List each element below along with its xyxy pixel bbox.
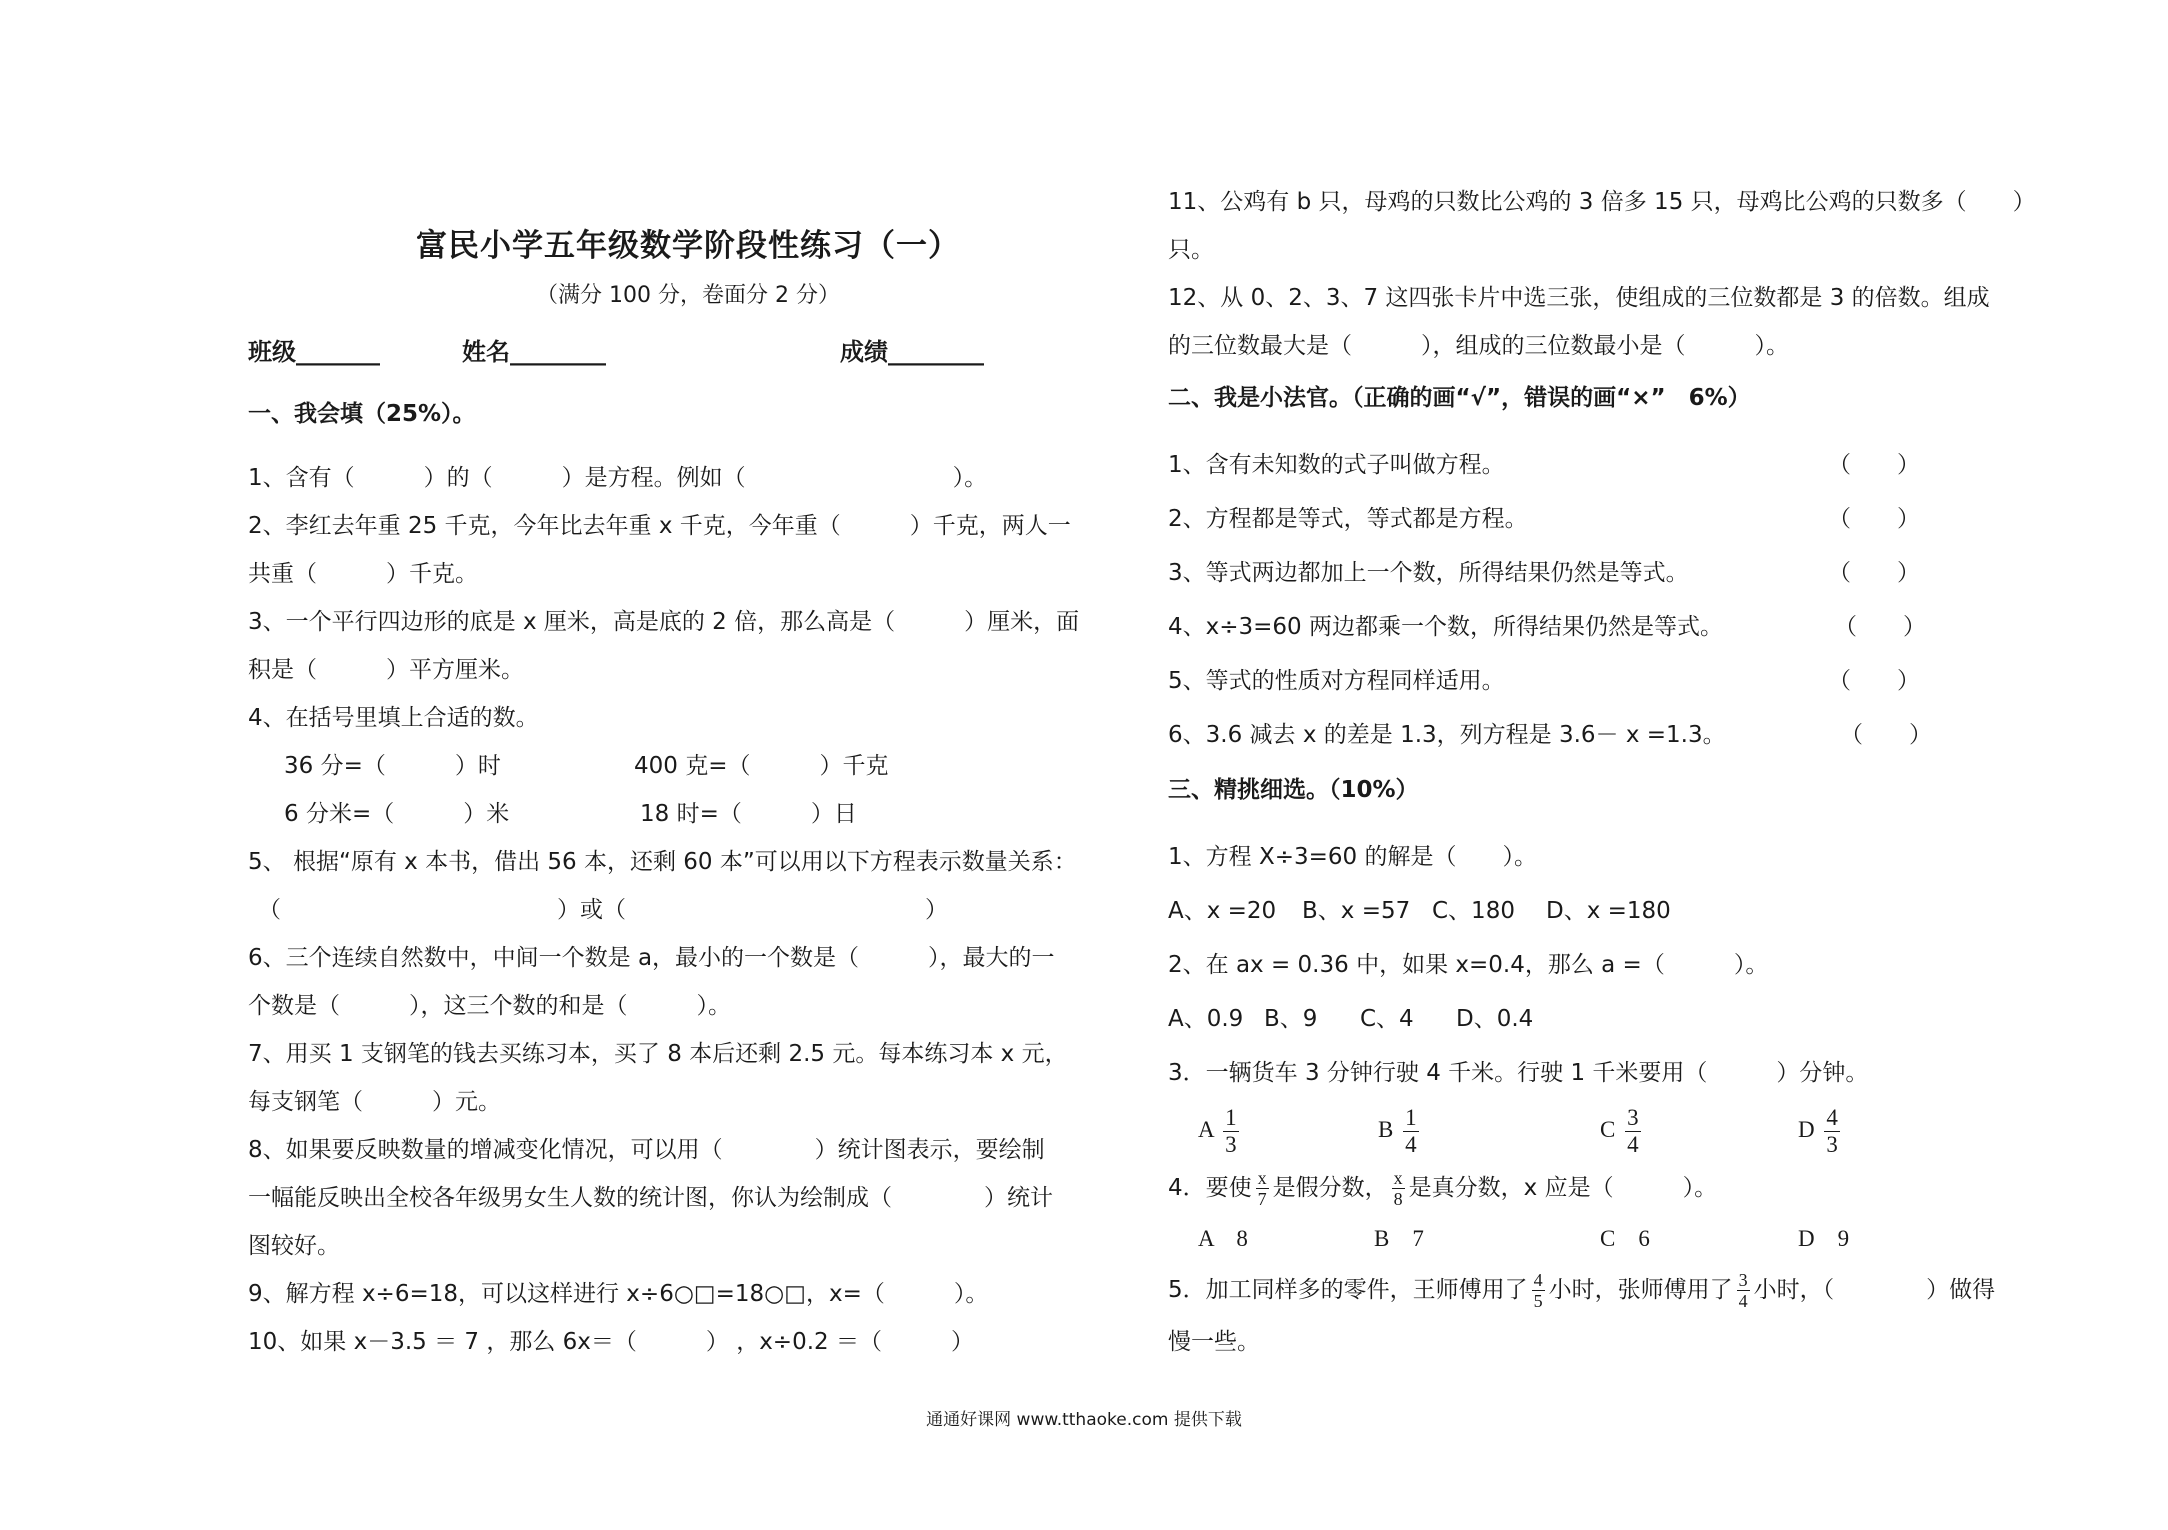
question-1: 1、含有（ ）的（ ）是方程。例如（ ）。: [248, 465, 988, 491]
question-12-line-2: 的三位数最大是（ ），组成的三位数最小是（ ）。: [1168, 333, 1789, 359]
choice-question-4: 4．要使 $\frac{x}{7}$ 是假分数， $\frac{x}{8}$ 是真分数，x 应是（ ）。: [1168, 1168, 1718, 1209]
judge-item-3-text: 3、等式两边都加上一个数，所得结果仍然是等式。: [1168, 560, 1689, 586]
q4-option-c: C 6: [1600, 1226, 1650, 1251]
footer-credit: 通通好课网 www.tthaoke.com 提供下载: [926, 1410, 1242, 1430]
section-2-title: 二、我是小法官。（正确的画“√”，错误的画“×” 6%）: [1168, 385, 1751, 411]
judge-item-2-answer: （ ）: [1828, 506, 1920, 532]
q5-fraction-2: $\frac{3}{4}$: [1738, 1270, 1748, 1311]
q2-option-b: B、9: [1264, 1006, 1318, 1032]
judge-item-1-text: 1、含有未知数的式子叫做方程。: [1168, 452, 1505, 478]
q3-option-a-fraction: $\frac{1}{3}$: [1225, 1105, 1237, 1158]
q1-option-a: A、x =20: [1168, 898, 1277, 924]
question-4-row-2: [248, 790, 1128, 838]
judge-item-5-answer: （ ）: [1828, 668, 1920, 694]
left-column: [248, 220, 1128, 1366]
question-2-line-1: 2、李红去年重 25 千克，今年比去年重 x 千克，今年重（ ）千克，两人一: [248, 513, 1071, 539]
question-8-line-2: 一幅能反映出全校各年级男女生人数的统计图，你认为绘制成（ ）统计: [248, 1185, 1053, 1211]
q4-fraction-2: $\frac{x}{8}$: [1393, 1168, 1403, 1209]
judge-item-6-answer: （ ）: [1840, 722, 1932, 748]
question-9: 9、解方程 x÷6=18，可以这样进行 x÷6○□=18○□，x=（ ）。: [248, 1281, 989, 1307]
q2-option-c: C、4: [1360, 1006, 1414, 1032]
question-8-line-3: 图较好。: [248, 1233, 340, 1259]
judge-item-6: [1168, 708, 2048, 762]
judge-item-4-text: 4、x÷3=60 两边都乘一个数，所得结果仍然是等式。: [1168, 614, 1723, 640]
question-3-line-1: 3、一个平行四边形的底是 x 厘米，高是底的 2 倍，那么高是（ ）厘米，面: [248, 609, 1080, 635]
q4-fraction-1: $\frac{x}{7}$: [1257, 1168, 1267, 1209]
section-3-title: 三、精挑细选。（10%）: [1168, 777, 1419, 803]
student-info: [248, 328, 1128, 376]
q3-option-d-fraction: $\frac{4}{3}$: [1826, 1105, 1838, 1158]
score-field: 成绩________: [840, 338, 984, 366]
question-8-line-1: 8、如果要反映数量的增减变化情况，可以用（ ）统计图表示，要绘制: [248, 1137, 1045, 1163]
judge-item-4-answer: （ ）: [1834, 614, 1926, 640]
q3-option-c: C $\frac{3}{4}$: [1600, 1105, 1639, 1158]
judge-item-1: [1168, 438, 2048, 492]
judge-item-1-answer: （ ）: [1828, 452, 1920, 478]
q3-option-b-fraction: $\frac{1}{4}$: [1405, 1105, 1417, 1158]
q4-option-a: A 8: [1198, 1226, 1248, 1251]
choice-question-1: 1、方程 X÷3=60 的解是（ ）。: [1168, 844, 1537, 870]
question-4: 4、在括号里填上合适的数。: [248, 705, 539, 731]
question-4-item-d: 18 时=（ ）日: [640, 801, 857, 827]
question-6-line-2: 个数是（ ），这三个数的和是（ ）。: [248, 993, 731, 1019]
q4-option-b: B 7: [1374, 1226, 1424, 1251]
q1-option-c: C、180: [1432, 898, 1515, 924]
q5-fraction-1: $\frac{4}{5}$: [1533, 1270, 1543, 1311]
question-4-item-a: 36 分=（ ）时: [284, 753, 501, 779]
question-5-line-2: （ ）或（ ）: [258, 897, 948, 923]
judge-item-2-text: 2、方程都是等式，等式都是方程。: [1168, 506, 1528, 532]
judge-item-4: [1168, 600, 2048, 654]
question-7-line-2: 每支钢笔（ ）元。: [248, 1089, 501, 1115]
q3-option-a: A $\frac{1}{3}$: [1198, 1105, 1237, 1158]
choice-question-3-options: [1168, 1100, 2048, 1160]
class-field: 班级_______: [248, 338, 380, 366]
q2-option-d: D、0.4: [1456, 1006, 1534, 1032]
page-title: 富民小学五年级数学阶段性练习（一）: [416, 228, 960, 264]
choice-question-2: 2、在 ax = 0.36 中，如果 x=0.4，那么 a =（ ）。: [1168, 952, 1769, 978]
question-5-line-1: 5、 根据“原有 x 本书，借出 56 本，还剩 60 本”可以用以下方程表示数量关系：: [248, 849, 1077, 875]
question-6-line-1: 6、三个连续自然数中，中间一个数是 a，最小的一个数是（ ），最大的一: [248, 945, 1055, 971]
question-2-line-2: 共重（ ）千克。: [248, 561, 478, 587]
page-subtitle: （满分 100 分，卷面分 2 分）: [536, 283, 840, 308]
question-10: 10、如果 x－3.5 ＝ 7 ，那么 6x＝（ ） ，x÷0.2 ＝（ ）: [248, 1329, 974, 1355]
q2-option-a: A、0.9: [1168, 1006, 1244, 1032]
question-4-item-c: 6 分米=（ ）米: [284, 801, 510, 827]
section-1-title: 一、我会填（25%）。: [248, 401, 476, 427]
q4-option-d: D 9: [1798, 1226, 1850, 1251]
judge-item-3: [1168, 546, 2048, 600]
choice-question-3: 3．一辆货车 3 分钟行驶 4 千米。行驶 1 千米要用（ ）分钟。: [1168, 1060, 1869, 1086]
question-3-line-2: 积是（ ）平方厘米。: [248, 657, 524, 683]
name-field: 姓名________: [462, 338, 606, 366]
question-7-line-1: 7、用买 1 支钢笔的钱去买练习本，买了 8 本后还剩 2.5 元。每本练习本 x 元，: [248, 1041, 1068, 1067]
choice-question-5-line-1: 5．加工同样多的零件，王师傅用了 $\frac{4}{5}$ 小时，张师傅用了 $\frac{3}{4}$ 小时，（ ）做得: [1168, 1270, 1996, 1311]
judge-item-5-text: 5、等式的性质对方程同样适用。: [1168, 668, 1505, 694]
q3-option-b: B $\frac{1}{4}$: [1378, 1105, 1417, 1158]
judge-item-2: [1168, 492, 2048, 546]
judge-item-6-text: 6、3.6 减去 x 的差是 1.3，列方程是 3.6－ x =1.3。: [1168, 722, 1726, 748]
choice-question-2-options: [1168, 992, 2048, 1046]
question-11-line-2: 只。: [1168, 237, 1214, 263]
question-4-item-b: 400 克=（ ）千克: [634, 753, 889, 779]
choice-question-1-options: [1168, 884, 2048, 938]
question-4-row-1: [248, 742, 1128, 790]
choice-question-4-options: [1168, 1216, 2048, 1262]
question-11-line-1: 11、公鸡有 b 只，母鸡的只数比公鸡的 3 倍多 15 只，母鸡比公鸡的只数多（ ）: [1168, 189, 2036, 215]
judge-item-3-answer: （ ）: [1828, 560, 1920, 586]
choice-question-5-line-2: 慢一些。: [1168, 1329, 1260, 1355]
right-column: [1168, 178, 2048, 1366]
judge-item-5: [1168, 654, 2048, 708]
q3-option-d: D $\frac{4}{3}$: [1798, 1105, 1838, 1158]
question-12-line-1: 12、从 0、2、3、7 这四张卡片中选三张，使组成的三位数都是 3 的倍数。组成: [1168, 285, 1990, 311]
q3-option-c-fraction: $\frac{3}{4}$: [1627, 1105, 1639, 1158]
q1-option-d: D、x =180: [1546, 898, 1671, 924]
q1-option-b: B、x =57: [1302, 898, 1411, 924]
